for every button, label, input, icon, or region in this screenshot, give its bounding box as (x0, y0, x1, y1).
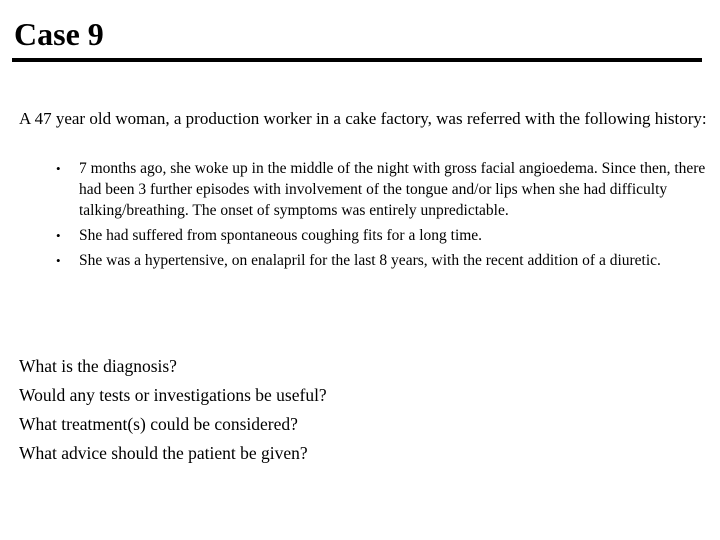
title-underline (12, 58, 702, 62)
history-bullet-text: She was a hypertensive, on enalapril for the last 8 years, with the recent addition of a diuretic. (79, 252, 661, 269)
question-list (19, 352, 709, 468)
question-item: What advice should the patient be given? (19, 443, 308, 463)
bullet-icon: • (56, 161, 61, 176)
question-item: What is the diagnosis? (19, 356, 177, 376)
history-bullet-text: 7 months ago, she woke up in the middle of the night with gross facial angioedema. Since then, there had been 3 further episodes with involvement of the tongue and/or lips when she had difficulty talking/breathing. The onset of symptoms was entirely unpredictable. (79, 160, 706, 219)
history-bullet-item (56, 158, 716, 221)
bullet-icon: • (56, 228, 61, 243)
slide-title: Case 9 (14, 16, 104, 52)
history-bullet-list (56, 158, 716, 275)
bullet-icon: • (56, 253, 61, 268)
history-bullet-text: She had suffered from spontaneous coughing fits for a long time. (79, 227, 483, 244)
question-item: What treatment(s) could be considered? (19, 414, 298, 434)
history-bullet-item (56, 225, 716, 246)
question-item: Would any tests or investigations be useful? (19, 385, 327, 405)
case-intro: A 47 year old woman, a production worker in a cake factory, was referred with the following history: (19, 109, 707, 128)
history-bullet-item (56, 250, 716, 271)
